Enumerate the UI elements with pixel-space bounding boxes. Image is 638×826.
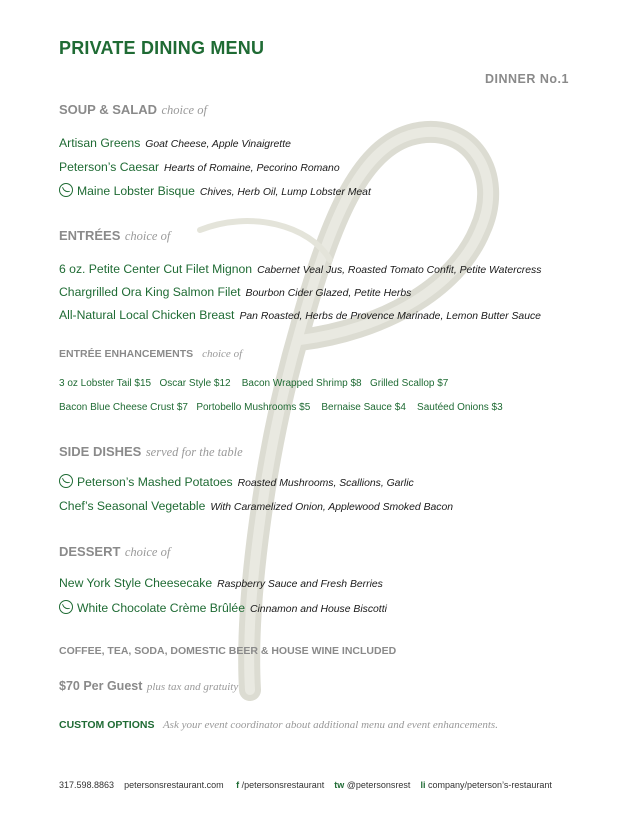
section-subtitle: choice of [161, 103, 207, 117]
price-note: plus tax and gratuity [146, 681, 239, 693]
menu-item [59, 576, 383, 590]
menu-item [59, 499, 453, 513]
enhancement-item: Bacon Wrapped Shrimp $8 [241, 378, 362, 389]
twitter-link[interactable]: @petersonsrest [346, 780, 411, 790]
leaf-icon [59, 183, 73, 197]
item-name: New York Style Cheesecake [59, 576, 213, 590]
section-title: ENTRÉES [59, 228, 121, 243]
menu-item [59, 136, 291, 150]
item-description: Pan Roasted, Herbs de Provence Marinade, Lemon Butter Sauce [239, 311, 541, 322]
item-name: Peterson’s Caesar [59, 160, 160, 174]
enhancement-item: 3 oz Lobster Tail $15 [59, 378, 152, 389]
website-link[interactable]: petersonsrestaurant.com [124, 780, 224, 790]
included-note: COFFEE, TEA, SODA, DOMESTIC BEER & HOUSE WINE INCLUDED [59, 645, 397, 657]
menu-item [59, 183, 371, 198]
menu-item [59, 474, 414, 489]
item-name: Maine Lobster Bisque [77, 184, 195, 198]
enhancements-row [59, 378, 448, 389]
item-description: Cinnamon and House Biscotti [250, 604, 387, 615]
item-name: Artisan Greens [59, 136, 141, 150]
facebook-link[interactable]: /petersonsrestaurant [241, 780, 325, 790]
footer-contact [59, 780, 552, 790]
section-subtitle: choice of [202, 348, 243, 360]
menu-label: DINNER No.1 [485, 72, 569, 86]
enhancement-item: Oscar Style $12 [159, 378, 231, 389]
custom-options-line [59, 715, 498, 733]
custom-options-text: Ask your event coordinator about additional menu and event enhancements. [162, 719, 498, 731]
section-title: DESSERT [59, 544, 121, 559]
section-subtitle: choice of [124, 545, 171, 559]
menu-item [59, 285, 411, 299]
enhancement-item: Portobello Mushrooms $5 [196, 402, 311, 413]
enhancements-heading [59, 348, 242, 360]
linkedin-link[interactable]: company/peterson’s-restaurant [427, 780, 552, 790]
price-line [59, 677, 238, 695]
section-title: ENTRÉE ENHANCEMENTS [59, 348, 194, 360]
section-title: SIDE DISHES [59, 444, 142, 459]
soup-salad-section-heading [59, 101, 207, 119]
enhancements-row [59, 402, 503, 413]
linkedin-icon: li [420, 780, 426, 790]
page-title: PRIVATE DINING MENU [59, 38, 265, 58]
phone-number[interactable]: 317.598.8863 [59, 780, 115, 790]
item-description: Chives, Herb Oil, Lump Lobster Meat [199, 187, 371, 198]
item-description: Cabernet Veal Jus, Roasted Tomato Confit, Petite Watercress [257, 265, 542, 276]
section-subtitle: served for the table [145, 445, 243, 459]
menu-item [59, 600, 387, 615]
item-description: Goat Cheese, Apple Vinaigrette [145, 139, 291, 150]
menu-item [59, 308, 541, 322]
price-amount: $70 Per Guest [59, 679, 143, 693]
item-description: Raspberry Sauce and Fresh Berries [217, 579, 383, 590]
item-name: White Chocolate Crème Brûlée [77, 601, 245, 615]
item-description: Bourbon Cider Glazed, Petite Herbs [245, 288, 412, 299]
section-subtitle: choice of [124, 229, 171, 243]
item-name: All-Natural Local Chicken Breast [59, 308, 235, 322]
item-description: Roasted Mushrooms, Scallions, Garlic [237, 478, 414, 489]
twitter-icon: tw [334, 780, 345, 790]
section-title: SOUP & SALAD [59, 102, 157, 117]
item-name: Chargrilled Ora King Salmon Filet [59, 285, 241, 299]
enhancement-item: Grilled Scallop $7 [369, 378, 449, 389]
item-name: Chef’s Seasonal Vegetable [59, 499, 206, 513]
item-name: 6 oz. Petite Center Cut Filet Mignon [59, 262, 253, 276]
enhancement-item: Bacon Blue Cheese Crust $7 [59, 402, 188, 413]
item-name: Peterson’s Mashed Potatoes [77, 475, 233, 489]
sides-section-heading [59, 443, 243, 461]
item-description: With Caramelized Onion, Applewood Smoked Bacon [210, 502, 454, 513]
dessert-section-heading [59, 543, 170, 561]
menu-item [59, 262, 541, 276]
menu-item [59, 160, 340, 174]
leaf-icon [59, 600, 73, 614]
enhancement-item: Sautéed Onions $3 [417, 402, 503, 413]
facebook-icon: f [236, 780, 240, 790]
enhancement-item: Bernaise Sauce $4 [321, 402, 406, 413]
item-description: Hearts of Romaine, Pecorino Romano [164, 163, 340, 174]
custom-options-label: CUSTOM OPTIONS [59, 719, 155, 731]
entrees-section-heading [59, 227, 170, 245]
leaf-icon [59, 474, 73, 488]
